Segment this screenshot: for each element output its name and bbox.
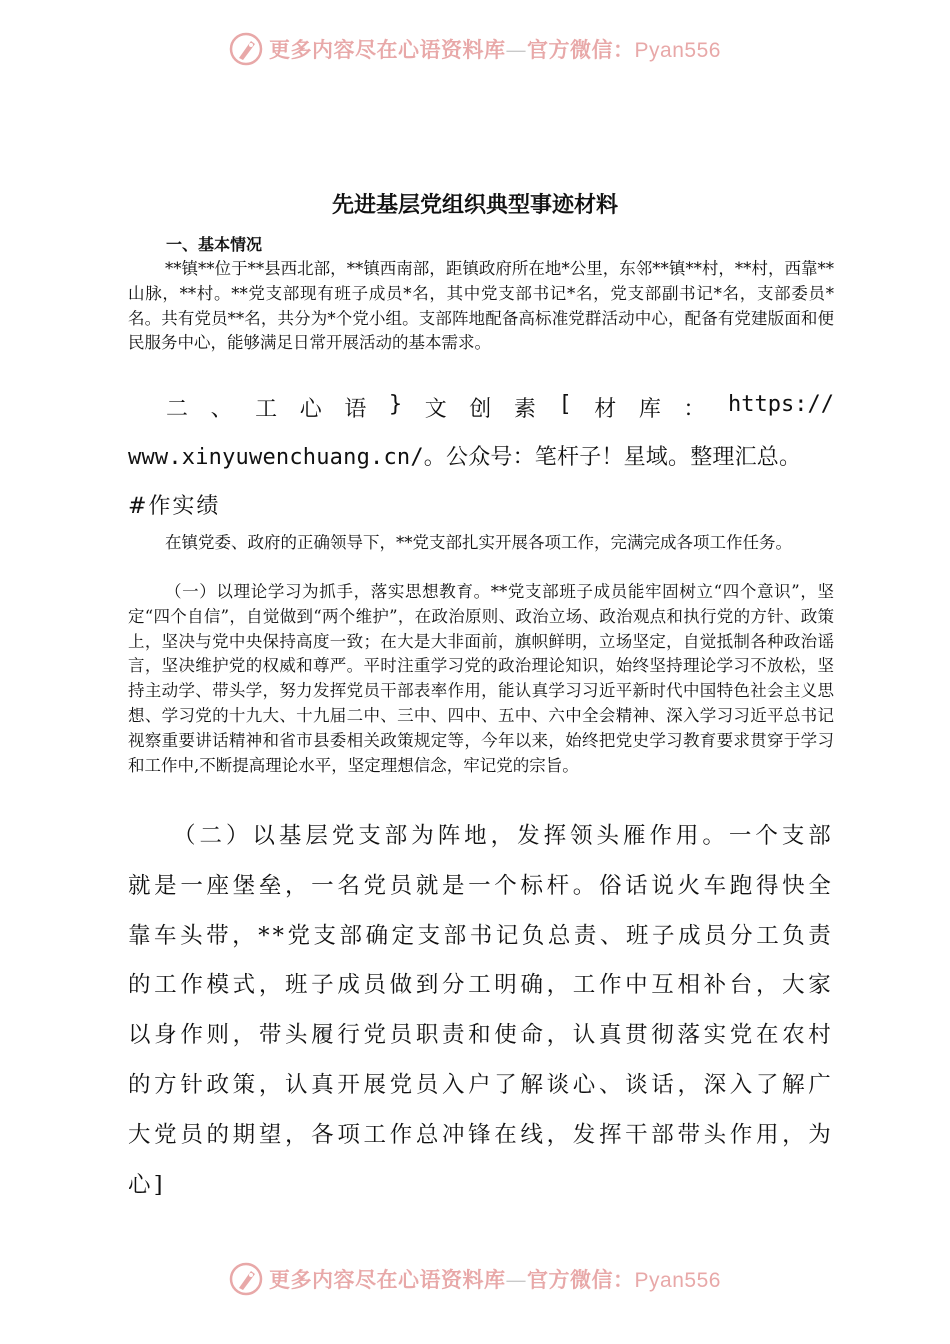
garbled-line-2: www.xinyuwenchuang.cn/。公众号：笔杆子！星域。整理汇总。	[128, 445, 802, 470]
garbled-url-fragment: https://	[727, 392, 834, 417]
watermark-text	[269, 1264, 721, 1294]
paragraph-intro: 在镇党委、政府的正确领导下，**党支部扎实开展各项工作，完满完成各项工作任务。	[165, 533, 792, 552]
section-heading-basic-info: 一、基本情况	[166, 235, 263, 254]
garbled-line-3: #作实绩	[128, 494, 221, 519]
watermark-separator: —	[505, 1268, 528, 1292]
garbled-line-1	[128, 392, 834, 423]
watermark-main: 更多内容尽在心语资料库	[269, 37, 506, 62]
paragraph-basic-info: **镇**位于**县西北部，**镇西南部，距镇政府所在地*公里，东邻**镇**村，**村，西靠**山脉，**村。**党支部现有班子成员*名，其中党支部书记*名，党支部副书记*名，支部委员*名。共有党员**名，共分为*个党小组。支部阵地配备高标准党群活动中心，配备有党建版面和便民服务中心，能够满足日常开展活动的基本需求。	[128, 259, 834, 353]
garbled-char: 库	[638, 397, 661, 422]
pen-logo-icon	[229, 32, 263, 66]
paragraph-item-2: （二）以基层党支部为阵地，发挥领头雁作用。一个支部就是一座堡垒，一名党员就是一个标杆。俗话说火车跑得快全靠车头带，**党支部确定支部书记负总责、班子成员分工负责的工作模式，班子成员做到分工明确，工作中互相补台，大家以身作则，带头履行党员职责和使命，认真贯彻落实党在农村的方针政策，认真开展党员入户了解谈心、谈话，深入了解广大党员的期望，各项工作总冲锋在线，发挥干部带头作用，为心]	[128, 823, 834, 1198]
watermark-wechat-id: Pyan556	[634, 1269, 721, 1292]
footer-watermark	[0, 1259, 950, 1299]
garbled-char: 素	[513, 397, 536, 422]
garbled-char: }	[388, 392, 403, 417]
watermark-text	[269, 34, 721, 64]
garbled-char: 工	[255, 397, 278, 422]
garbled-char: 二	[166, 397, 189, 422]
watermark-wechat-id: Pyan556	[634, 39, 721, 62]
paragraph-item-1: （一）以理论学习为抓手，落实思想教育。**党支部班子成员能牢固树立“四个意识”，坚定“四个自信”，自觉做到“两个维护”，在政治原则、政治立场、政治观点和执行党的方针、政策上，坚决与党中央保持高度一致；在大是大非面前，旗帜鲜明，立场坚定，自觉抵制各种政治谣言，坚决维护党的权威和尊严。平时注重学习党的政治理论知识，始终坚持理论学习不放松，坚持主动学、带头学，努力发挥党员干部表率作用，能认真学习习近平新时代中国特色社会主义思想、学习党的十九大、十九届二中、三中、四中、五中、六中全会精神、深入学习习近平总书记视察重要讲话精神和省市县委相关政策规定等，今年以来，始终把党史学习教育要求贯穿于学习和工作中,不断提高理论水平，坚定理想信念，牢记党的宗旨。	[128, 582, 834, 775]
garbled-char: ：	[683, 397, 706, 422]
garbled-char: [	[558, 392, 572, 417]
garbled-char: 文	[424, 397, 447, 422]
garbled-char: 语	[344, 397, 367, 422]
watermark-separator: —	[505, 38, 528, 62]
garbled-char: 创	[469, 397, 492, 422]
watermark-wechat-label: 官方微信：	[527, 37, 635, 62]
garbled-char: 、	[210, 397, 233, 422]
garbled-char: 材	[594, 397, 617, 422]
pen-logo-icon	[229, 1262, 263, 1296]
document-title: 先进基层党组织典型事迹材料	[331, 192, 618, 218]
watermark-main: 更多内容尽在心语资料库	[269, 1267, 506, 1292]
watermark-wechat-label: 官方微信：	[527, 1267, 635, 1292]
garbled-char: 心	[299, 397, 322, 422]
header-watermark	[0, 29, 950, 69]
